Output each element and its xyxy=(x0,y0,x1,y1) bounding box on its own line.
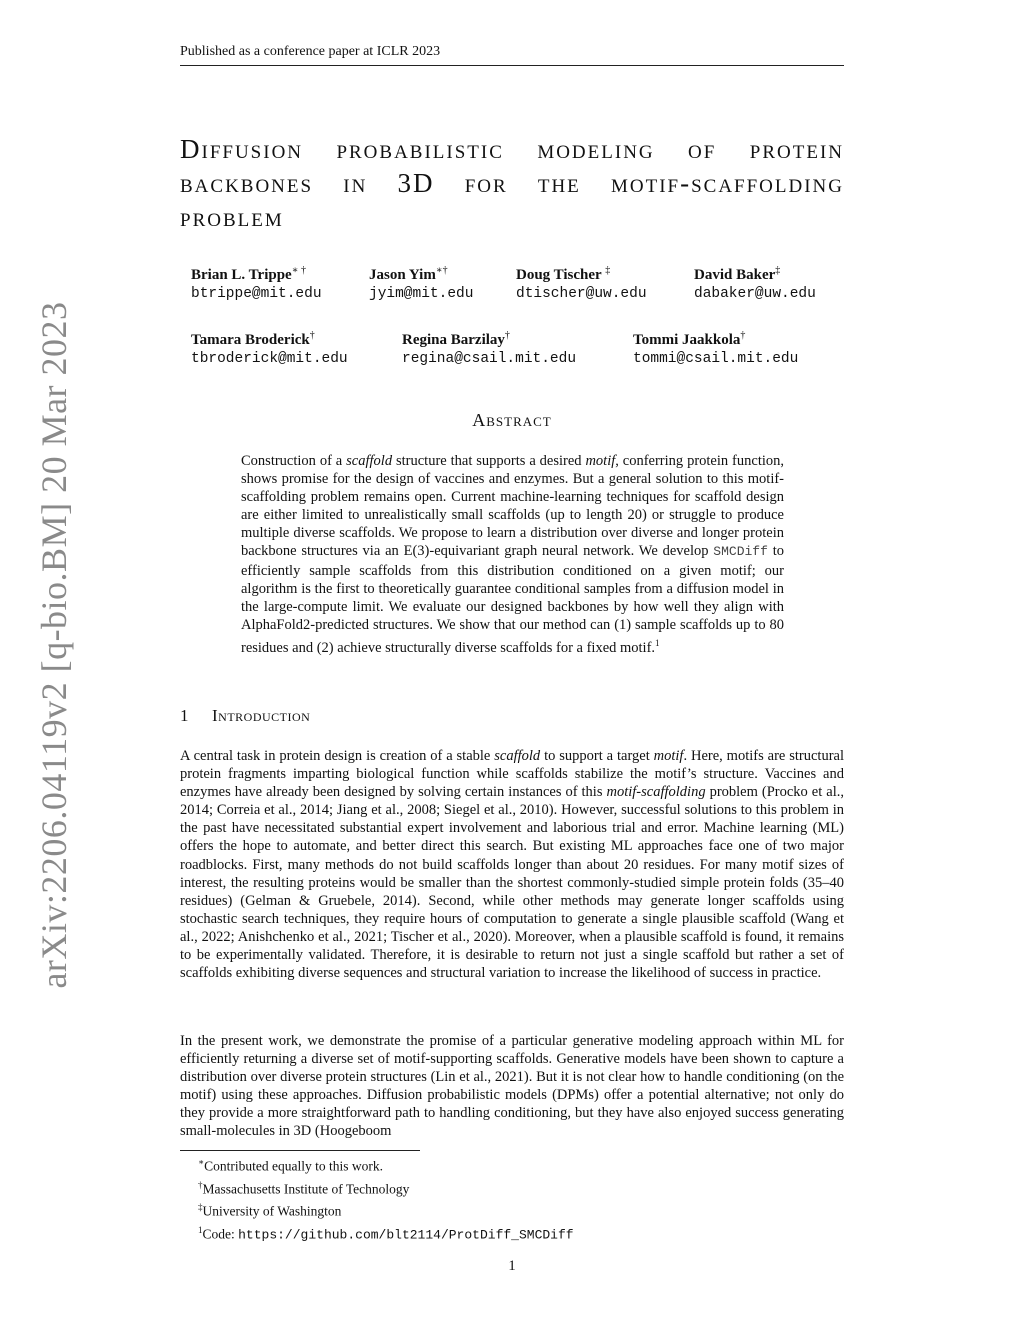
author-block xyxy=(633,326,798,369)
title-line-1: Diffusion probabilistic modeling of protein xyxy=(180,134,844,164)
running-header: Published as a conference paper at ICLR 2023 xyxy=(180,44,844,66)
footnote: †Massachusetts Institute of Technology xyxy=(198,1179,410,1196)
footnote: $^1$Code: https://github.com/blt2114/ProtDiff_SMCDiff xyxy=(198,1224,574,1242)
section-heading xyxy=(180,706,310,726)
author-block xyxy=(516,261,647,304)
author-name: Brian L. Trippe xyxy=(191,267,292,283)
code-url-link[interactable]: https://github.com/blt2114/ProtDiff_SMCDiff xyxy=(238,1227,574,1242)
code-smcdiff: SMCDiff xyxy=(713,544,768,560)
page-number: 1 xyxy=(508,1258,516,1274)
affiliation-mark: † xyxy=(740,330,746,341)
author-email[interactable]: dtischer@uw.edu xyxy=(516,286,647,302)
author-block xyxy=(191,261,322,304)
section-number: 1 xyxy=(180,706,189,725)
author-block xyxy=(369,261,473,304)
footnote: ∗Contributed equally to this work. xyxy=(198,1157,383,1174)
footnotes xyxy=(198,1153,574,1244)
footnote: ‡University of Washington xyxy=(198,1202,342,1219)
paper-title xyxy=(180,132,844,234)
title-line-2: backbones in 3D for the motif-scaffolding xyxy=(180,168,844,198)
affiliation-mark: † xyxy=(504,330,510,341)
abstract-heading: Abstract xyxy=(472,410,552,430)
author-name: Jason Yim xyxy=(369,267,436,283)
author-name: David Baker xyxy=(694,267,776,283)
section-title: Introduction xyxy=(212,706,311,725)
author-name: Regina Barzilay xyxy=(402,332,505,348)
emphasis-motif: motif xyxy=(585,453,616,469)
author-block xyxy=(694,261,816,304)
author-email[interactable]: tbroderick@mit.edu xyxy=(191,351,348,367)
affiliation-mark: ∗† xyxy=(435,265,448,276)
author-block xyxy=(191,326,348,369)
author-email[interactable]: tommi@csail.mit.edu xyxy=(633,351,799,367)
abstract-body: Construction of a scaffold structure that supports a desired motif, conferring protein function, shows promise for the design of vaccines and enzymes. But a general solution to this motif-scaffolding problem remains open. Current machine-learning techniques for scaffold design are either limited to unrealistically small scaffolds (up to length 20) or struggle to produce multiple diverse scaffolds. We propose to learn a distribution over diverse and longer protein backbone structures via an E(3)-equivariant graph neural network. We develop SMCDiff to efficiently sample scaffolds from this distribution conditioned on a given motif; our algorithm is the first to theoretically guarantee conditional samples from a diffusion model in the large-compute limit. We evaluate our designed backbones by how well they align with AlphaFold2-predicted structures. We show that our method can (1) sample scaffolds up to 80 residues and (2) achieve structurally diverse scaffolds for a fixed motif.$^1$ xyxy=(241,453,785,656)
body-paragraph: In the present work, we demonstrate the promise of a particular generative modeling approach within ML for efficiently returning a diverse set of motif-supporting scaffolds. Generative models have been shown to capture a distribution over diverse protein structures (Lin et al., 2021). But it is not clear how to handle conditioning (on the motif) using these approaches. Diffusion probabilistic models (DPMs) offer a potential alternative; not only do they provide a more straightforward path to handling conditioning, but they have also enjoyed success generating small-molecules in 3D (Hoogeboom xyxy=(180,1033,844,1140)
author-email[interactable]: regina@csail.mit.edu xyxy=(402,351,577,367)
author-name: Tommi Jaakkola xyxy=(633,332,741,348)
emphasis-scaffold: scaffold xyxy=(346,453,393,469)
affiliation-mark: † xyxy=(309,330,315,341)
author-name: Doug Tischer xyxy=(516,267,602,283)
author-email[interactable]: dabaker@uw.edu xyxy=(694,286,816,302)
affiliation-mark: ‡ xyxy=(605,265,611,276)
affiliation-mark: ‡ xyxy=(775,265,781,276)
affiliation-mark: ∗ † xyxy=(291,265,307,276)
author-email[interactable]: btrippe@mit.edu xyxy=(191,286,322,302)
body-paragraph: A central task in protein design is creation of a stable scaffold to support a target motif. Here, motifs are structural protein fragments imparting biological function while scaffolds stabilize the motif’s structure. Vaccines and enzymes have already been designed by solving certain instances of this motif-scaffolding problem (Procko et al., 2014; Correia et al., 2014; Jiang et al., 2008; Siegel et al., 2010). However, successful solutions to this problem in the past have necessitated substantial expert involvement and laborious trial and error. Machine learning (ML) offers the hope to automate, and better direct this search. But existing ML approaches face one of two major roadblocks. First, many methods do not build scaffolds longer than about 20 residues. For many motif sizes of interest, the resulting proteins would be smaller than the shortest commonly-studied simple protein folds (35–40 residues) (Gelman & Gruebele, 2014). Second, while other methods may generate longer scaffolds using stochastic search techniques, they require hours of computation to generate a single plausible scaffold (Wang et al., 2022; Anishchenko et al., 2021; Tischer et al., 2020). Moreover, when a plausible scaffold is found, it remains to be experimentally validated. Therefore, it is desirable to return not just a single scaffold but rather a set of scaffolds exhibiting diverse sequences and structural variation to increase the likelihood of success in practice. xyxy=(180,748,844,982)
title-line-3: problem xyxy=(180,202,284,232)
author-name: Tamara Broderick xyxy=(191,332,310,348)
footnote-divider xyxy=(180,1150,420,1151)
author-email[interactable]: jyim@mit.edu xyxy=(369,286,474,302)
footnote-ref[interactable]: 1 xyxy=(655,637,660,648)
arxiv-stamp[interactable]: arXiv:2206.04119v2 [q-bio.BM] 20 Mar 2023 xyxy=(34,301,74,989)
author-block xyxy=(402,326,576,369)
